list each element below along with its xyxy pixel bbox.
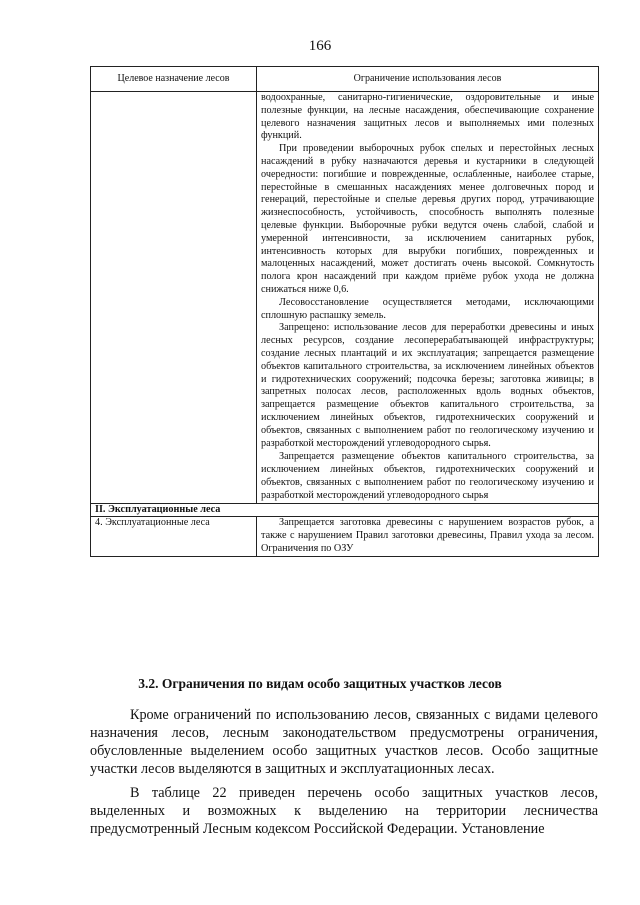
restriction-paragraph: Запрещается заготовка древесины с нарушением возрастов рубок, а также с нарушением Правил заготовки древесины, Правил ухода за лесом. Ограничения по ОЗУ bbox=[261, 517, 594, 554]
category-cell: 4. Эксплуатационные леса bbox=[91, 517, 257, 556]
restriction-paragraph: водоохранные, санитарно-гигиенические, оздоровительные и иные полезные функции, на лесные насаждения, обеспечивающие сохранение целевого назначения защитных лесов и выполняемых ими полезных функций. bbox=[261, 92, 594, 142]
table-section-row bbox=[91, 503, 599, 517]
restriction-paragraph: Запрещается размещение объектов капитального строительства, за исключением линейных объектов, гидротехнических сооружений и объектов, связанных с выполнением работ по геологическому изучению и разработкой месторождений углеводородного сырья bbox=[261, 451, 594, 501]
forest-restrictions-table bbox=[90, 66, 599, 557]
table-header-row bbox=[91, 67, 599, 92]
restriction-paragraph: При проведении выборочных рубок спелых и перестойных лесных насаждений в рубку назначаются деревья и кустарники в следующей очередности: погибшие и поврежденные, ослабленные, наиболее старые, перестойные в смешанных насаждениях менее долговечных пород и генераций, перестойные и спелые деревья других пород, утрачивающие жизнеспособность, устойчивость, способность выполнять полезные целевые функции. Выборочные рубки ведутся очень слабой, слабой и умеренной интенсивности, за исключением санитарных рубок, интенсивность которых для вырубки погибших, поврежденных и малоценных насаждений, может достигать очень высокой. Сомкнутость полога крон насаждений при каждом приёме рубок ухода не должна снижаться ниже 0,6. bbox=[261, 143, 594, 295]
restriction-paragraph: Лесовосстановление осуществляется методами, исключающими сплошную распашку земель. bbox=[261, 296, 594, 321]
body-text bbox=[90, 706, 598, 844]
page-number: 166 bbox=[308, 38, 332, 54]
header-usage-restriction: Ограничение использования лесов bbox=[257, 67, 599, 92]
section-title-cell: II. Эксплуатационные леса bbox=[91, 503, 599, 517]
body-paragraph: В таблице 22 приведен перечень особо защитных участков лесов, выделенных и возможных к выделению на территории лесничества предусмотренный Лесным кодексом Российской Федерации. Установление bbox=[90, 785, 598, 837]
restriction-cell bbox=[257, 92, 599, 504]
header-forest-purpose: Целевое назначение лесов bbox=[91, 67, 257, 92]
restriction-paragraph: Запрещено: использование лесов для переработки древесины и иных лесных ресурсов, создание лесоперерабатывающей инфраструктуры; создание лесных плантаций и их эксплуатация; запрещается размещение объектов капитального строительства, за исключением линейных объектов и гидротехнических сооружений; подсочка березы; заготовка живицы; в запретных полосах лесов, расположенных вдоль водных объектов, запрещается размещение объектов капитального строительства, за исключением линейных объектов, гидротехнических сооружений и объектов, связанных с выполнением работ по геологическому изучению и разработкой месторождений углеводородного сырья. bbox=[261, 322, 594, 449]
table-row bbox=[91, 517, 599, 556]
restriction-cell bbox=[257, 517, 599, 556]
empty-category-cell bbox=[91, 92, 257, 504]
body-paragraph: Кроме ограничений по использованию лесов, связанных с видами целевого назначения лесов, лесным законодательством предусмотрены ограничения, обусловленные выделением особо защитных участков лесов. Особо защитные участки лесов выделяются в защитных и эксплуатационных лесах. bbox=[90, 707, 598, 777]
section-heading: 3.2. Ограничения по видам особо защитных участков лесов bbox=[138, 676, 502, 691]
table-row bbox=[91, 92, 599, 504]
